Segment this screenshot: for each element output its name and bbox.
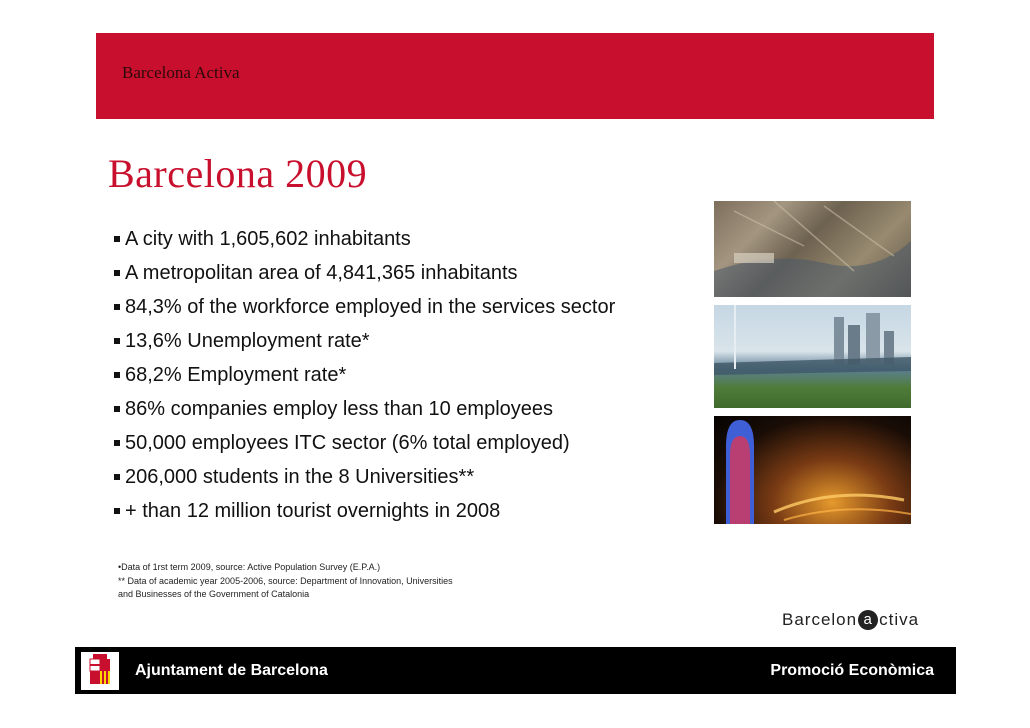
footer-promocio-text: Promoció Econòmica [770, 662, 934, 679]
bullet-text: 13,6% Unemployment rate* [125, 330, 370, 352]
bullet-marker-icon [114, 304, 120, 310]
bullet-item [113, 258, 713, 292]
aerial-city-photo [714, 201, 911, 297]
bullet-item [113, 292, 713, 326]
bullet-text: 84,3% of the workforce employed in the services sector [125, 296, 616, 318]
aerial-photo-texture [714, 201, 911, 297]
tower-photo-texture [714, 416, 911, 524]
logo-text-part2: ctiva [879, 610, 920, 629]
bullet-item [113, 326, 713, 360]
bullet-marker-icon [114, 270, 120, 276]
bullet-marker-icon [114, 372, 120, 378]
bullet-item [113, 428, 713, 462]
logo-badge-icon: a [858, 610, 878, 630]
bullet-marker-icon [114, 440, 120, 446]
city-crest-icon [81, 652, 119, 690]
footnotes [118, 561, 453, 602]
bullet-text: 68,2% Employment rate* [125, 364, 347, 386]
bullet-marker-icon [114, 406, 120, 412]
bullet-text: 86% companies employ less than 10 employees [125, 398, 554, 420]
bullet-marker-icon [114, 338, 120, 344]
bullet-item [113, 360, 713, 394]
bullet-item [113, 496, 713, 530]
bullet-item [113, 394, 713, 428]
forum-waterfront-photo [714, 305, 911, 408]
bullet-text: A city with 1,605,602 inhabitants [125, 228, 411, 250]
footnote-line: and Businesses of the Government of Catalonia [118, 589, 310, 599]
bullet-item [113, 224, 713, 258]
bullet-text: + than 12 million tourist overnights in 2008 [125, 500, 501, 522]
bullet-text: 50,000 employees ITC sector (6% total employed) [125, 432, 570, 454]
bullet-marker-icon [114, 236, 120, 242]
footer-ajuntament-text: Ajuntament de Barcelona [135, 662, 328, 679]
header-brand-text: Barcelona Activa [122, 63, 240, 82]
bullet-text: A metropolitan area of 4,841,365 inhabitants [125, 262, 518, 284]
footnote-line: ** Data of academic year 2005-2006, source: Department of Innovation, Universities [118, 575, 453, 586]
bullet-item [113, 462, 713, 496]
footer-band [75, 647, 956, 694]
header-band [96, 33, 934, 119]
bullet-marker-icon [114, 508, 120, 514]
barcelona-activa-logo [782, 610, 919, 630]
logo-text-part1: Barcelon [782, 610, 858, 629]
bullet-text: 206,000 students in the 8 Universities** [125, 466, 475, 488]
footnote-line: •Data of 1rst term 2009, source: Active Population Survey (E.P.A.) [118, 562, 381, 572]
bullet-list [113, 224, 713, 530]
crest-shape [81, 652, 119, 690]
night-tower-photo [714, 416, 911, 524]
forum-photo-texture [714, 305, 911, 408]
slide-title: Barcelona 2009 [108, 151, 368, 196]
bullet-marker-icon [114, 474, 120, 480]
